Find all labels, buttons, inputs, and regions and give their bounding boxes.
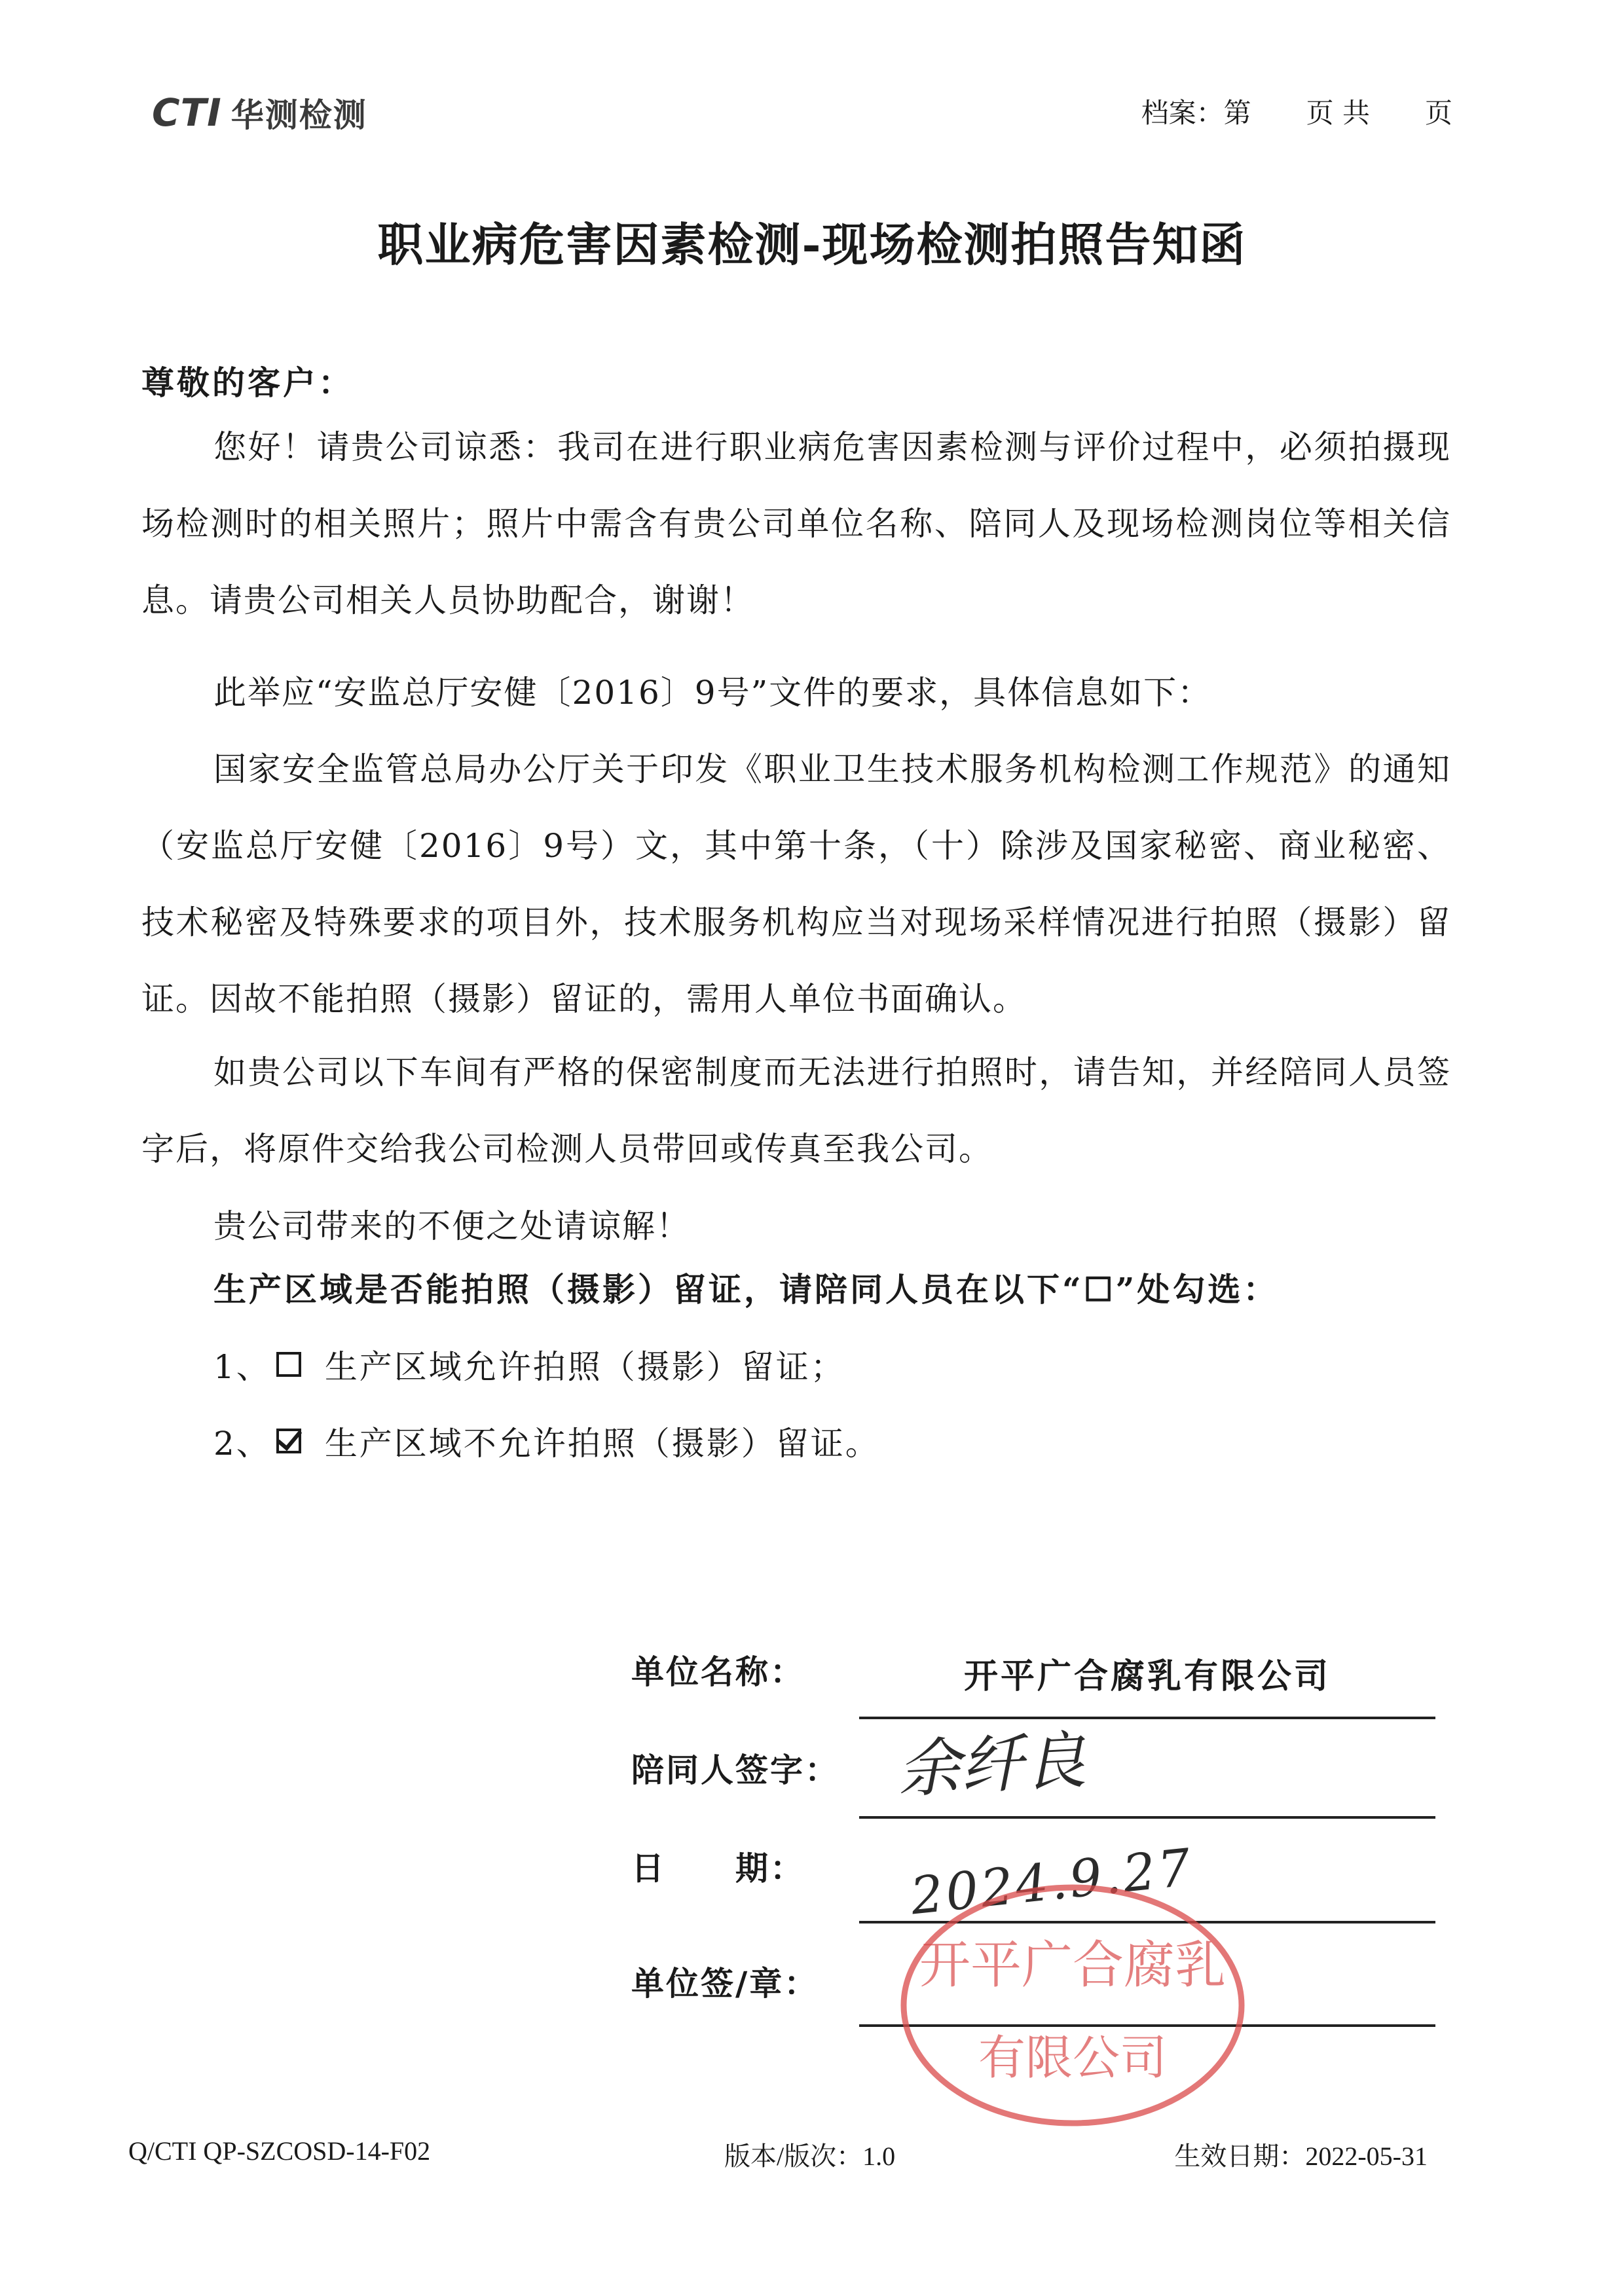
paragraph-confidential: 如贵公司以下车间有严格的保密制度而无法进行拍照时，请告知，并经陪同人员签字后，将原件交给我公司检测人员带回或传真至我公司。 xyxy=(141,1053,1451,1168)
paragraph-apology: 贵公司带来的不便之处请谅解！ xyxy=(213,1207,690,1245)
paragraph-intro: 您好！请贵公司谅悉：我司在进行职业病危害因素检测与评价过程中，必须拍摄现场检测时的相关照片；照片中需含有贵公司单位名称、陪同人及现场检测岗位等相关信息。请贵公司相关人员协助配合，谢谢！ xyxy=(141,428,1451,619)
document-code: Q/CTI QP-SZCOSD-14-F02 xyxy=(128,2136,431,2166)
logo-mark: CTI xyxy=(152,90,222,135)
paragraph-regulation-detail: 国家安全监管总局办公厅关于印发《职业卫生技术服务机构检测工作规范》的通知（安监总厅安健〔2016〕9号）文，其中第十条，（十）除涉及国家秘密、商业秘密、技术秘密及特殊要求的项目外，技术服务机构应当对现场采样情况进行拍照（摄影）留证。因故不能拍照（摄影）留证的，需用人单位书面确认。 xyxy=(141,750,1451,1018)
checkbox-checked-icon[interactable] xyxy=(276,1429,301,1453)
archive-page-label: 档案：第 页 共 页 xyxy=(1141,97,1452,129)
company-seal-stamp-icon xyxy=(896,1878,1249,2133)
paragraph-regulation-ref: 此举应“安监总厅安健〔2016〕9号”文件的要求，具体信息如下： xyxy=(213,674,1212,712)
option-number: 1、 xyxy=(213,1348,271,1386)
option-label: 生产区域允许拍照（摄影）留证； xyxy=(324,1348,845,1386)
option-allow-photo[interactable] xyxy=(213,1341,845,1388)
company-name-label: 单位名称： xyxy=(631,1652,805,1691)
logo-text: 华测检测 xyxy=(231,96,367,134)
document-title: 职业病危害因素检测-现场检测拍照告知函 xyxy=(377,217,1247,272)
escort-signature-line xyxy=(859,1816,1435,1819)
effective-date: 生效日期：2022-05-31 xyxy=(1174,2141,1428,2171)
checkbox-unchecked-icon[interactable] xyxy=(276,1352,301,1377)
svg-text:开平广合腐乳: 开平广合腐乳 xyxy=(919,1936,1227,1995)
option-label: 生产区域不允许拍照（摄影）留证。 xyxy=(324,1425,880,1463)
company-name-value: 开平广合腐乳有限公司 xyxy=(963,1656,1331,1696)
company-stamp-label: 单位签/章： xyxy=(631,1964,819,2003)
escort-handwritten-signature: 余纤良 xyxy=(895,1723,1088,1807)
document-version: 版本/版次：1.0 xyxy=(724,2141,896,2171)
handwritten-date: 2024.9.27 xyxy=(908,1838,1196,1927)
option-deny-photo[interactable] xyxy=(213,1417,880,1465)
photo-permission-instruction: 生产区域是否能拍照（摄影）留证，请陪同人员在以下“☐”处勾选： xyxy=(213,1270,1279,1309)
option-number: 2、 xyxy=(213,1425,271,1463)
escort-signature-label: 陪同人签字： xyxy=(631,1751,840,1789)
date-label: 日 期： xyxy=(631,1849,805,1887)
svg-text:有限公司: 有限公司 xyxy=(978,2030,1168,2085)
salutation: 尊敬的客户： xyxy=(141,363,354,402)
company-logo xyxy=(152,89,367,136)
